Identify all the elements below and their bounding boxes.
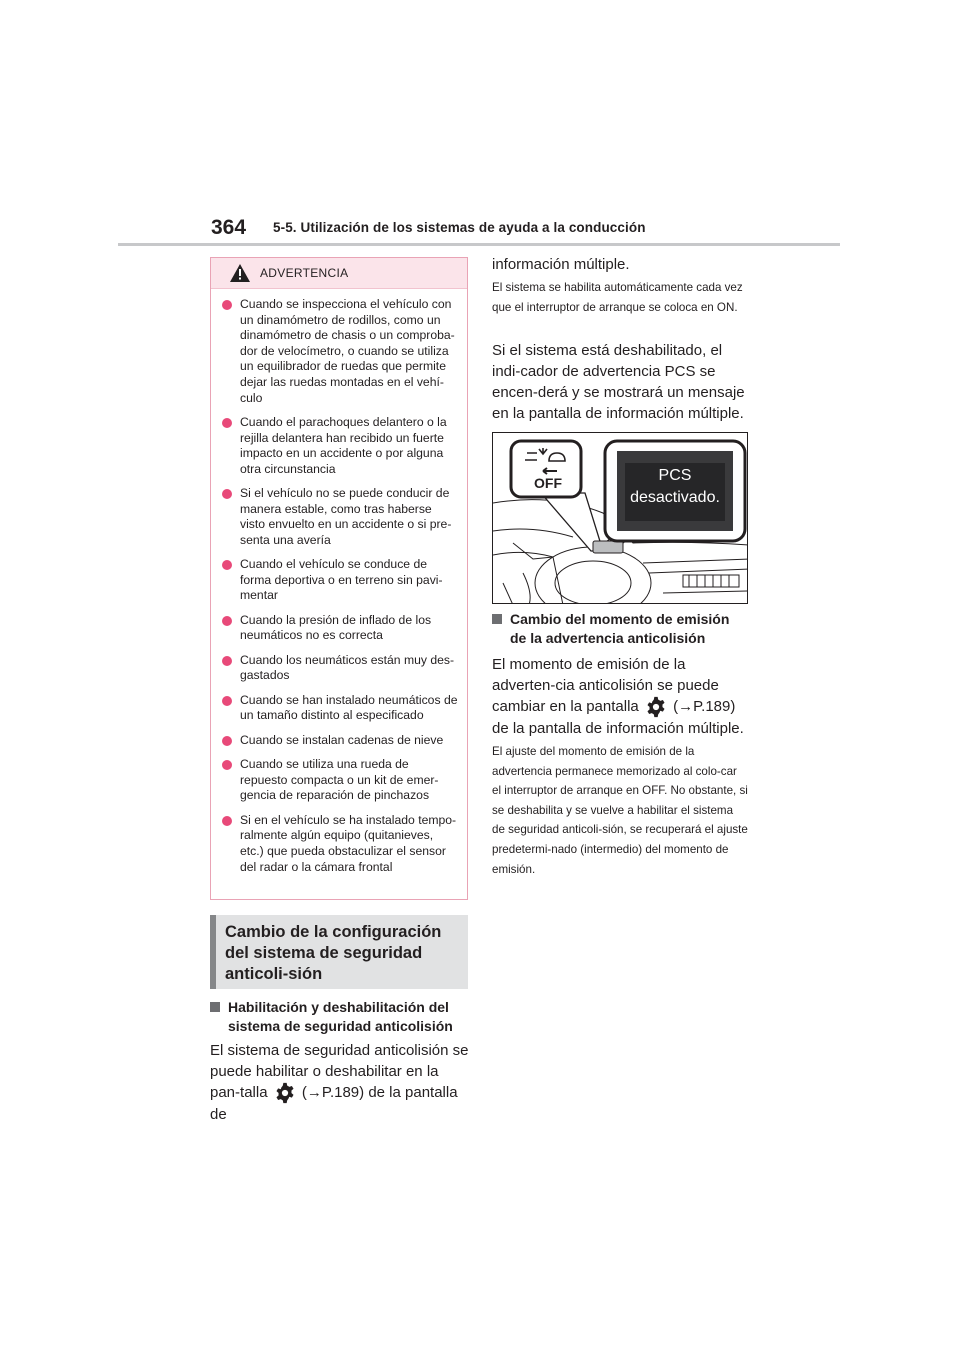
note-timing-memory: El ajuste del momento de emisión de la advertencia permanece memorizado al colo-car el interruptor de arranque en OFF. No obstante, si se deshabilita y se vuelve a habilitar el sistema de seguridad anticoli-sión, se recuperará el ajuste predetermi-nado (intermedio) del momento de emisión.: [492, 745, 748, 876]
bullet-icon: [222, 560, 232, 570]
warning-item: Cuando el parachoques delantero o la rejilla delantera han recibido un fuerte impacto en un accidente o por alguna otra circunstancia: [222, 415, 459, 477]
bullet-icon: [222, 736, 232, 746]
warning-item: Cuando la presión de inflado de los neumáticos no es correcta: [222, 613, 459, 644]
subhead-enable-disable: Habilitación y deshabilitación del sistema de seguridad anticolisión: [210, 998, 472, 1036]
body-continuation: información múltiple.: [492, 256, 630, 273]
gear-icon: [274, 1082, 296, 1104]
bullet-icon: [222, 816, 232, 826]
display-line-2: desactivado.: [630, 489, 720, 506]
warning-item: Cuando el vehículo se conduce de forma deportiva o en terreno sin pavi-mentar: [222, 557, 459, 604]
body-warning-timing: El momento de emisión de la adverten-cia anticolisión se puede cambiar en la pantalla (→P.189) de la pantalla de información múltiple.: [492, 656, 744, 738]
header-divider: [118, 243, 840, 246]
warning-item: Cuando los neumáticos están muy des-gastados: [222, 653, 459, 684]
display-line-1: PCS: [658, 467, 692, 484]
pcs-off-illustration: [492, 432, 748, 604]
square-bullet-icon: [492, 614, 502, 624]
warning-item: Cuando se han instalado neumáticos de un tamaño distinto al especificado: [222, 693, 459, 724]
warning-item: Cuando se instalan cadenas de nieve: [222, 733, 459, 749]
warning-item: Cuando se utiliza una rueda de repuesto compacta o un kit de emer-gencia de reparación de pinchazos: [222, 757, 459, 804]
dashboard-drawing: [493, 433, 748, 604]
warning-box: [210, 257, 468, 900]
bullet-icon: [222, 418, 232, 428]
section-heading-box: [210, 915, 468, 989]
indicator-off-label: OFF: [534, 475, 562, 491]
bullet-icon: [222, 760, 232, 770]
bullet-icon: [222, 696, 232, 706]
page-number: 364: [211, 216, 247, 239]
warning-item: Cuando se inspecciona el vehículo con un dinamómetro de rodillos, como un dinamómetro de chasis o un comproba-dor de velocímetro, o cuando se utiliza un equilibrador de ruedas que permite dejar las ruedas montadas en el vehí-culo: [222, 297, 459, 406]
warning-item: Si el vehículo no se puede conducir de manera estable, como tras haberse visto envuelto en un accidente o si pre-senta una avería: [222, 486, 459, 548]
body-disabled-indicator: Si el sistema está deshabilitado, el indi-cador de advertencia PCS se encen-derá y se mostrará un mensaje en la pantalla de información múltiple.: [492, 342, 745, 422]
gear-icon: [645, 696, 667, 718]
section-title: 5-5. Utilización de los sistemas de ayuda a la conducción: [273, 220, 646, 235]
warning-header: [211, 258, 467, 289]
bullet-icon: [222, 300, 232, 310]
section-heading: Cambio de la configuración del sistema de seguridad anticoli-sión: [225, 923, 442, 983]
bullet-icon: [222, 489, 232, 499]
note-auto-enable: El sistema se habilita automáticamente cada vez que el interruptor de arranque se coloca en ON.: [492, 281, 743, 314]
bullet-icon: [222, 656, 232, 666]
subhead-warning-timing: Cambio del momento de emisión de la advertencia anticolisión: [492, 610, 748, 648]
body-enable-disable: El sistema de seguridad anticolisión se puede habilitar o deshabilitar en la pan-talla (→P.189) de la pantalla de: [210, 1042, 469, 1124]
warning-item: Si en el vehículo se ha instalado tempo-ralmente algún equipo (quitanieves, etc.) que pueda obstaculizar el sensor del radar o la cámara frontal: [222, 813, 459, 875]
bullet-icon: [222, 616, 232, 626]
warning-title: ADVERTENCIA: [260, 266, 349, 280]
warning-triangle-icon: [230, 264, 250, 282]
square-bullet-icon: [210, 1002, 220, 1012]
warning-list: [211, 289, 467, 875]
